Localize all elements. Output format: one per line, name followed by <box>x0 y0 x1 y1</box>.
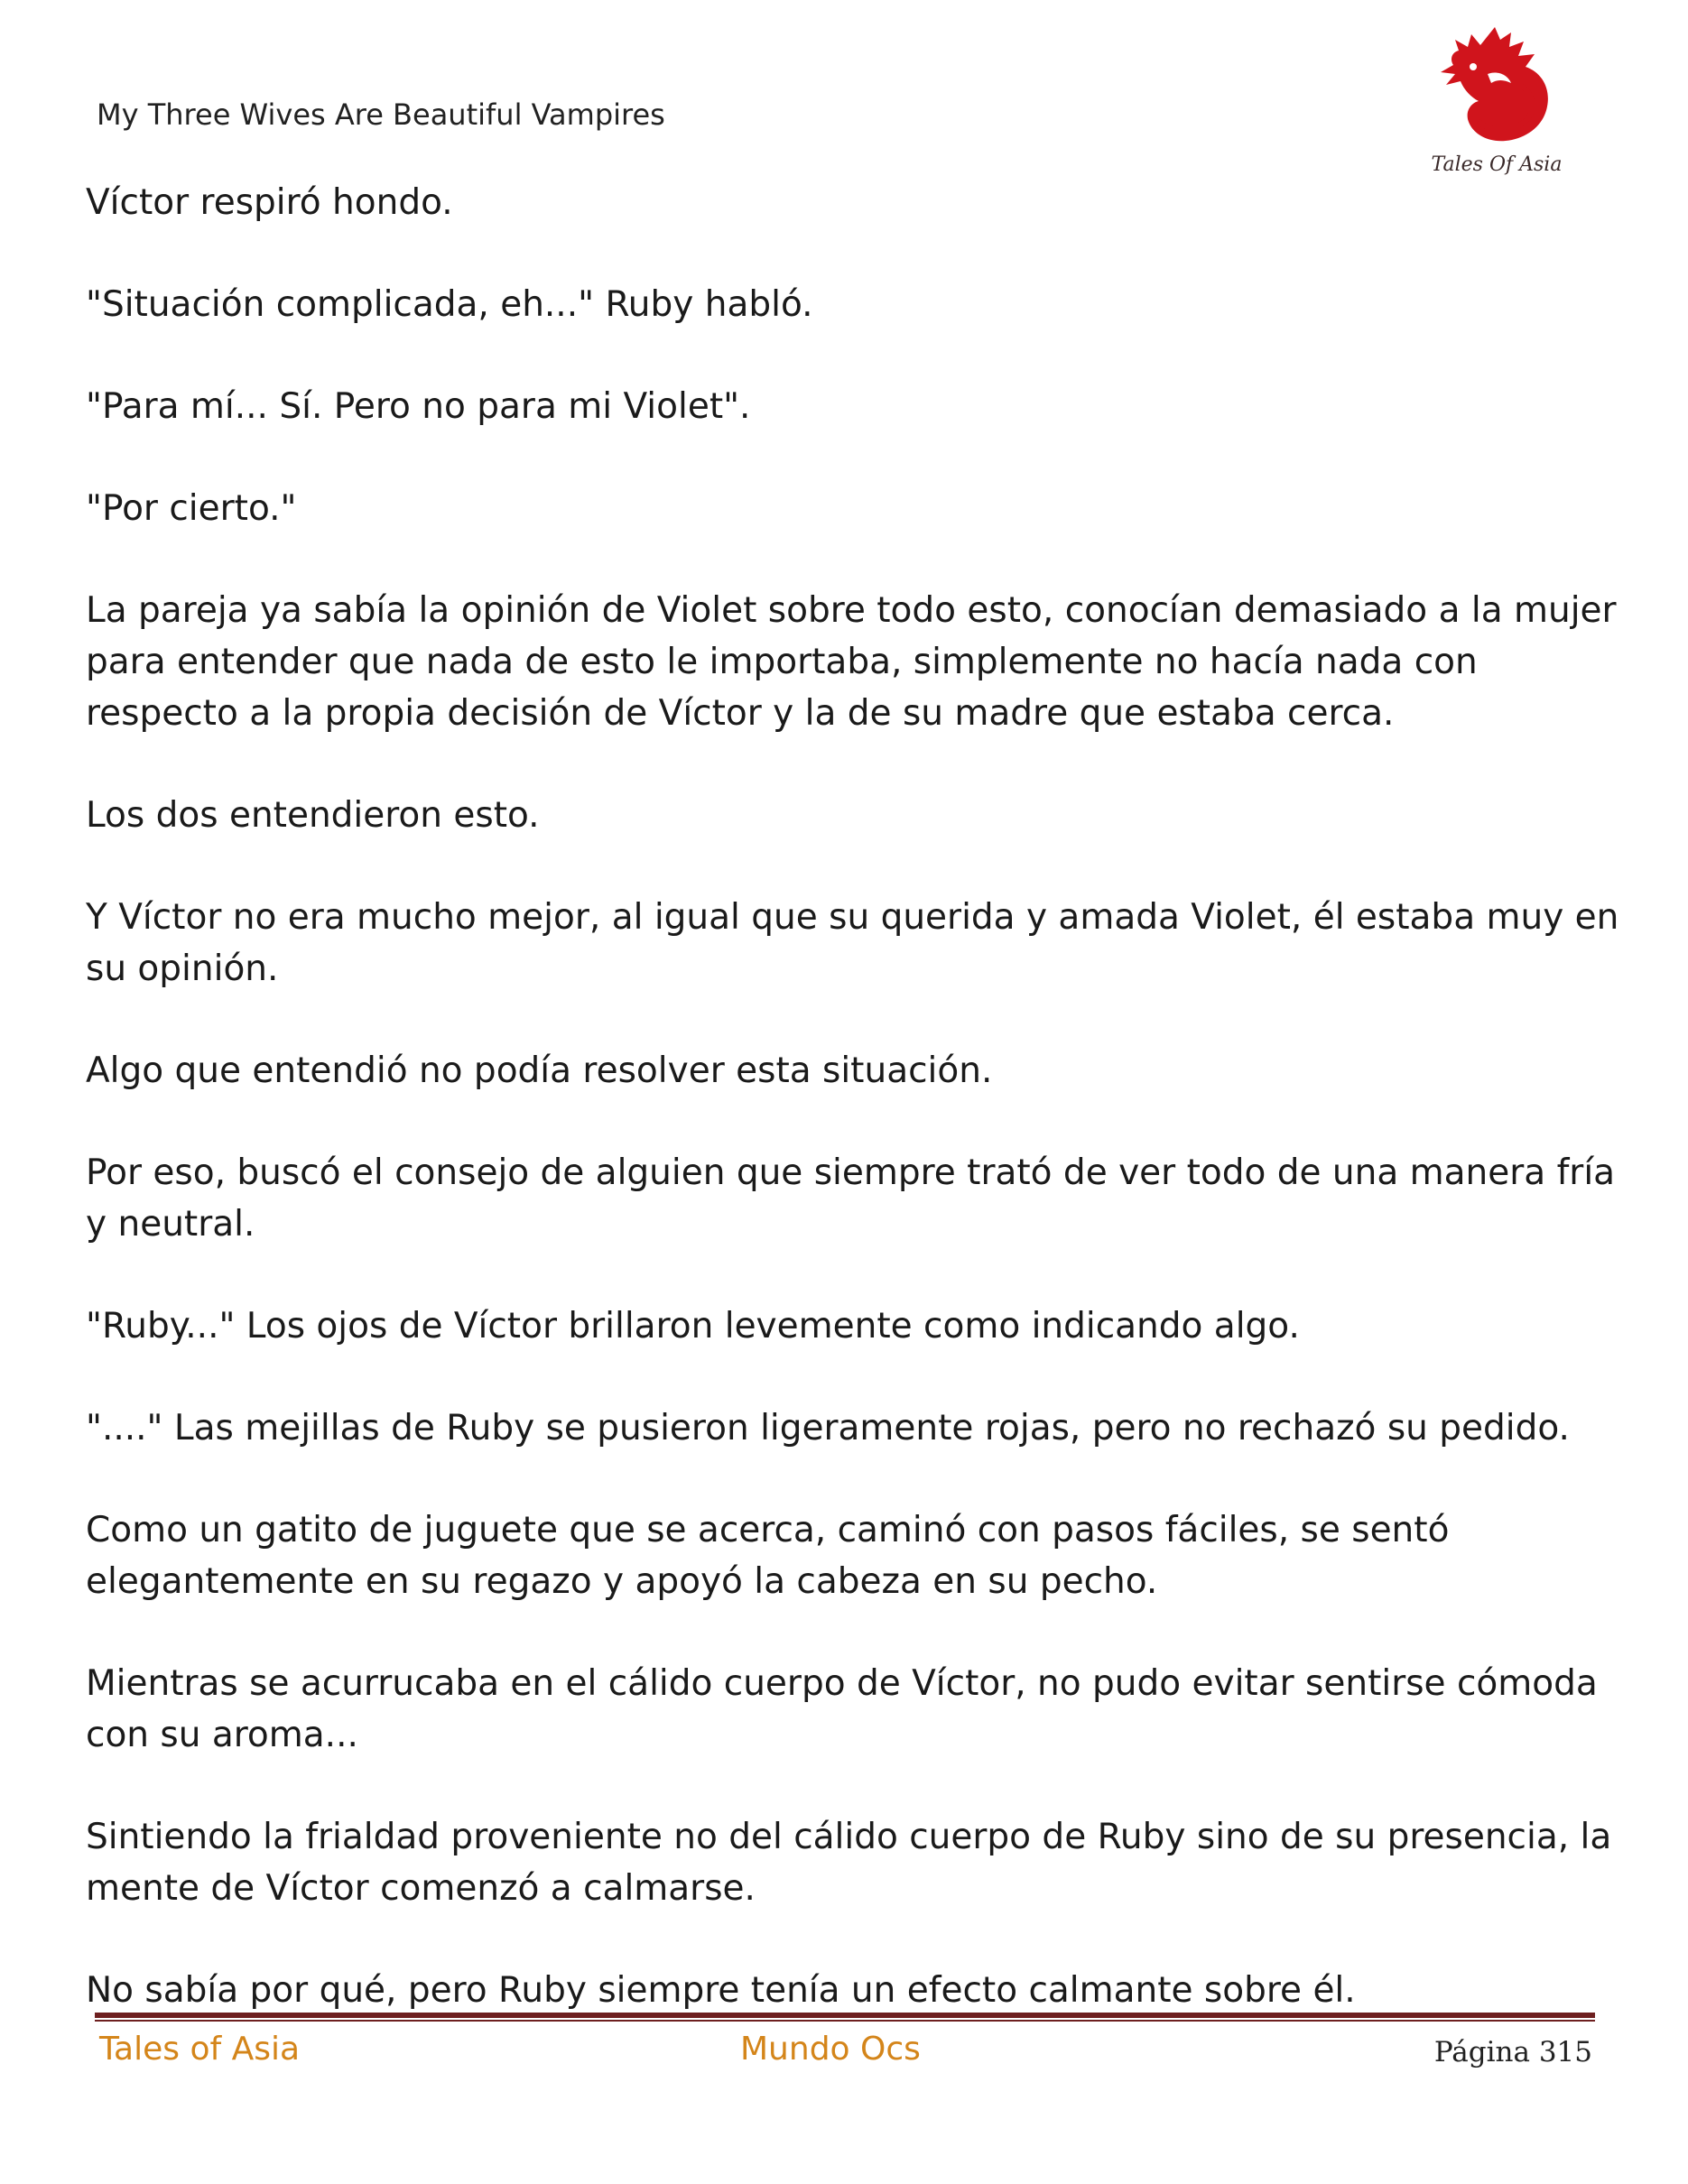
paragraph: La pareja ya sabía la opinión de Violet sobre todo esto, conocían demasiado a la mujer para entender que nada de esto le importaba, simplemente no hacía nada con respecto a la propia decisión de Víctor y la de su madre que estaba cerca. <box>86 590 1617 734</box>
paragraph: Víctor respiró hondo. <box>86 182 453 223</box>
paragraph: Como un gatito de juguete que se acerca, caminó con pasos fáciles, se sentó elegantemente en su regazo y apoyó la cabeza en su pecho. <box>86 1510 1450 1602</box>
publisher-logo <box>1424 20 1569 180</box>
paragraph: Y Víctor no era mucho mejor, al igual que su querida y amada Violet, él estaba muy en su opinión. <box>86 897 1619 989</box>
page-number: Página 315 <box>1433 2036 1592 2068</box>
paragraph: Mientras se acurrucaba en el cálido cuerpo de Víctor, no pudo evitar sentirse cómoda con su aroma... <box>86 1663 1598 1755</box>
footer-divider-thin <box>95 2020 1595 2022</box>
paragraph: Los dos entendieron esto. <box>86 795 540 836</box>
paragraph: "Para mí... Sí. Pero no para mi Violet". <box>86 386 751 427</box>
paragraph: "Ruby..." Los ojos de Víctor brillaron levemente como indicando algo. <box>86 1306 1300 1346</box>
page-body <box>86 177 1620 2067</box>
footer-site-name: Tales of Asia <box>99 2031 301 2068</box>
paragraph: No sabía por qué, pero Ruby siempre tenía un efecto calmante sobre él. <box>86 1970 1356 2011</box>
red-dragon-icon <box>1424 20 1569 155</box>
paragraph: "...." Las mejillas de Ruby se pusieron ligeramente rojas, pero no rechazó su pedido. <box>86 1408 1570 1448</box>
book-title: My Three Wives Are Beautiful Vampires <box>97 97 665 132</box>
logo-text: Tales Of Asia <box>1431 153 1563 176</box>
paragraph: Por eso, buscó el consejo de alguien que siempre trató de ver todo de una manera fría y neutral. <box>86 1152 1616 1245</box>
footer-divider-thick <box>95 2013 1595 2018</box>
paragraph: Sintiendo la frialdad proveniente no del cálido cuerpo de Ruby sino de su presencia, la mente de Víctor comenzó a calmarse. <box>86 1817 1612 1909</box>
paragraph: "Por cierto." <box>86 488 297 529</box>
footer-section-name: Mundo Ocs <box>740 2031 921 2068</box>
paragraph: "Situación complicada, eh..." Ruby habló. <box>86 284 813 325</box>
paragraph: Algo que entendió no podía resolver esta situación. <box>86 1050 993 1091</box>
footer-divider <box>95 2013 1595 2022</box>
